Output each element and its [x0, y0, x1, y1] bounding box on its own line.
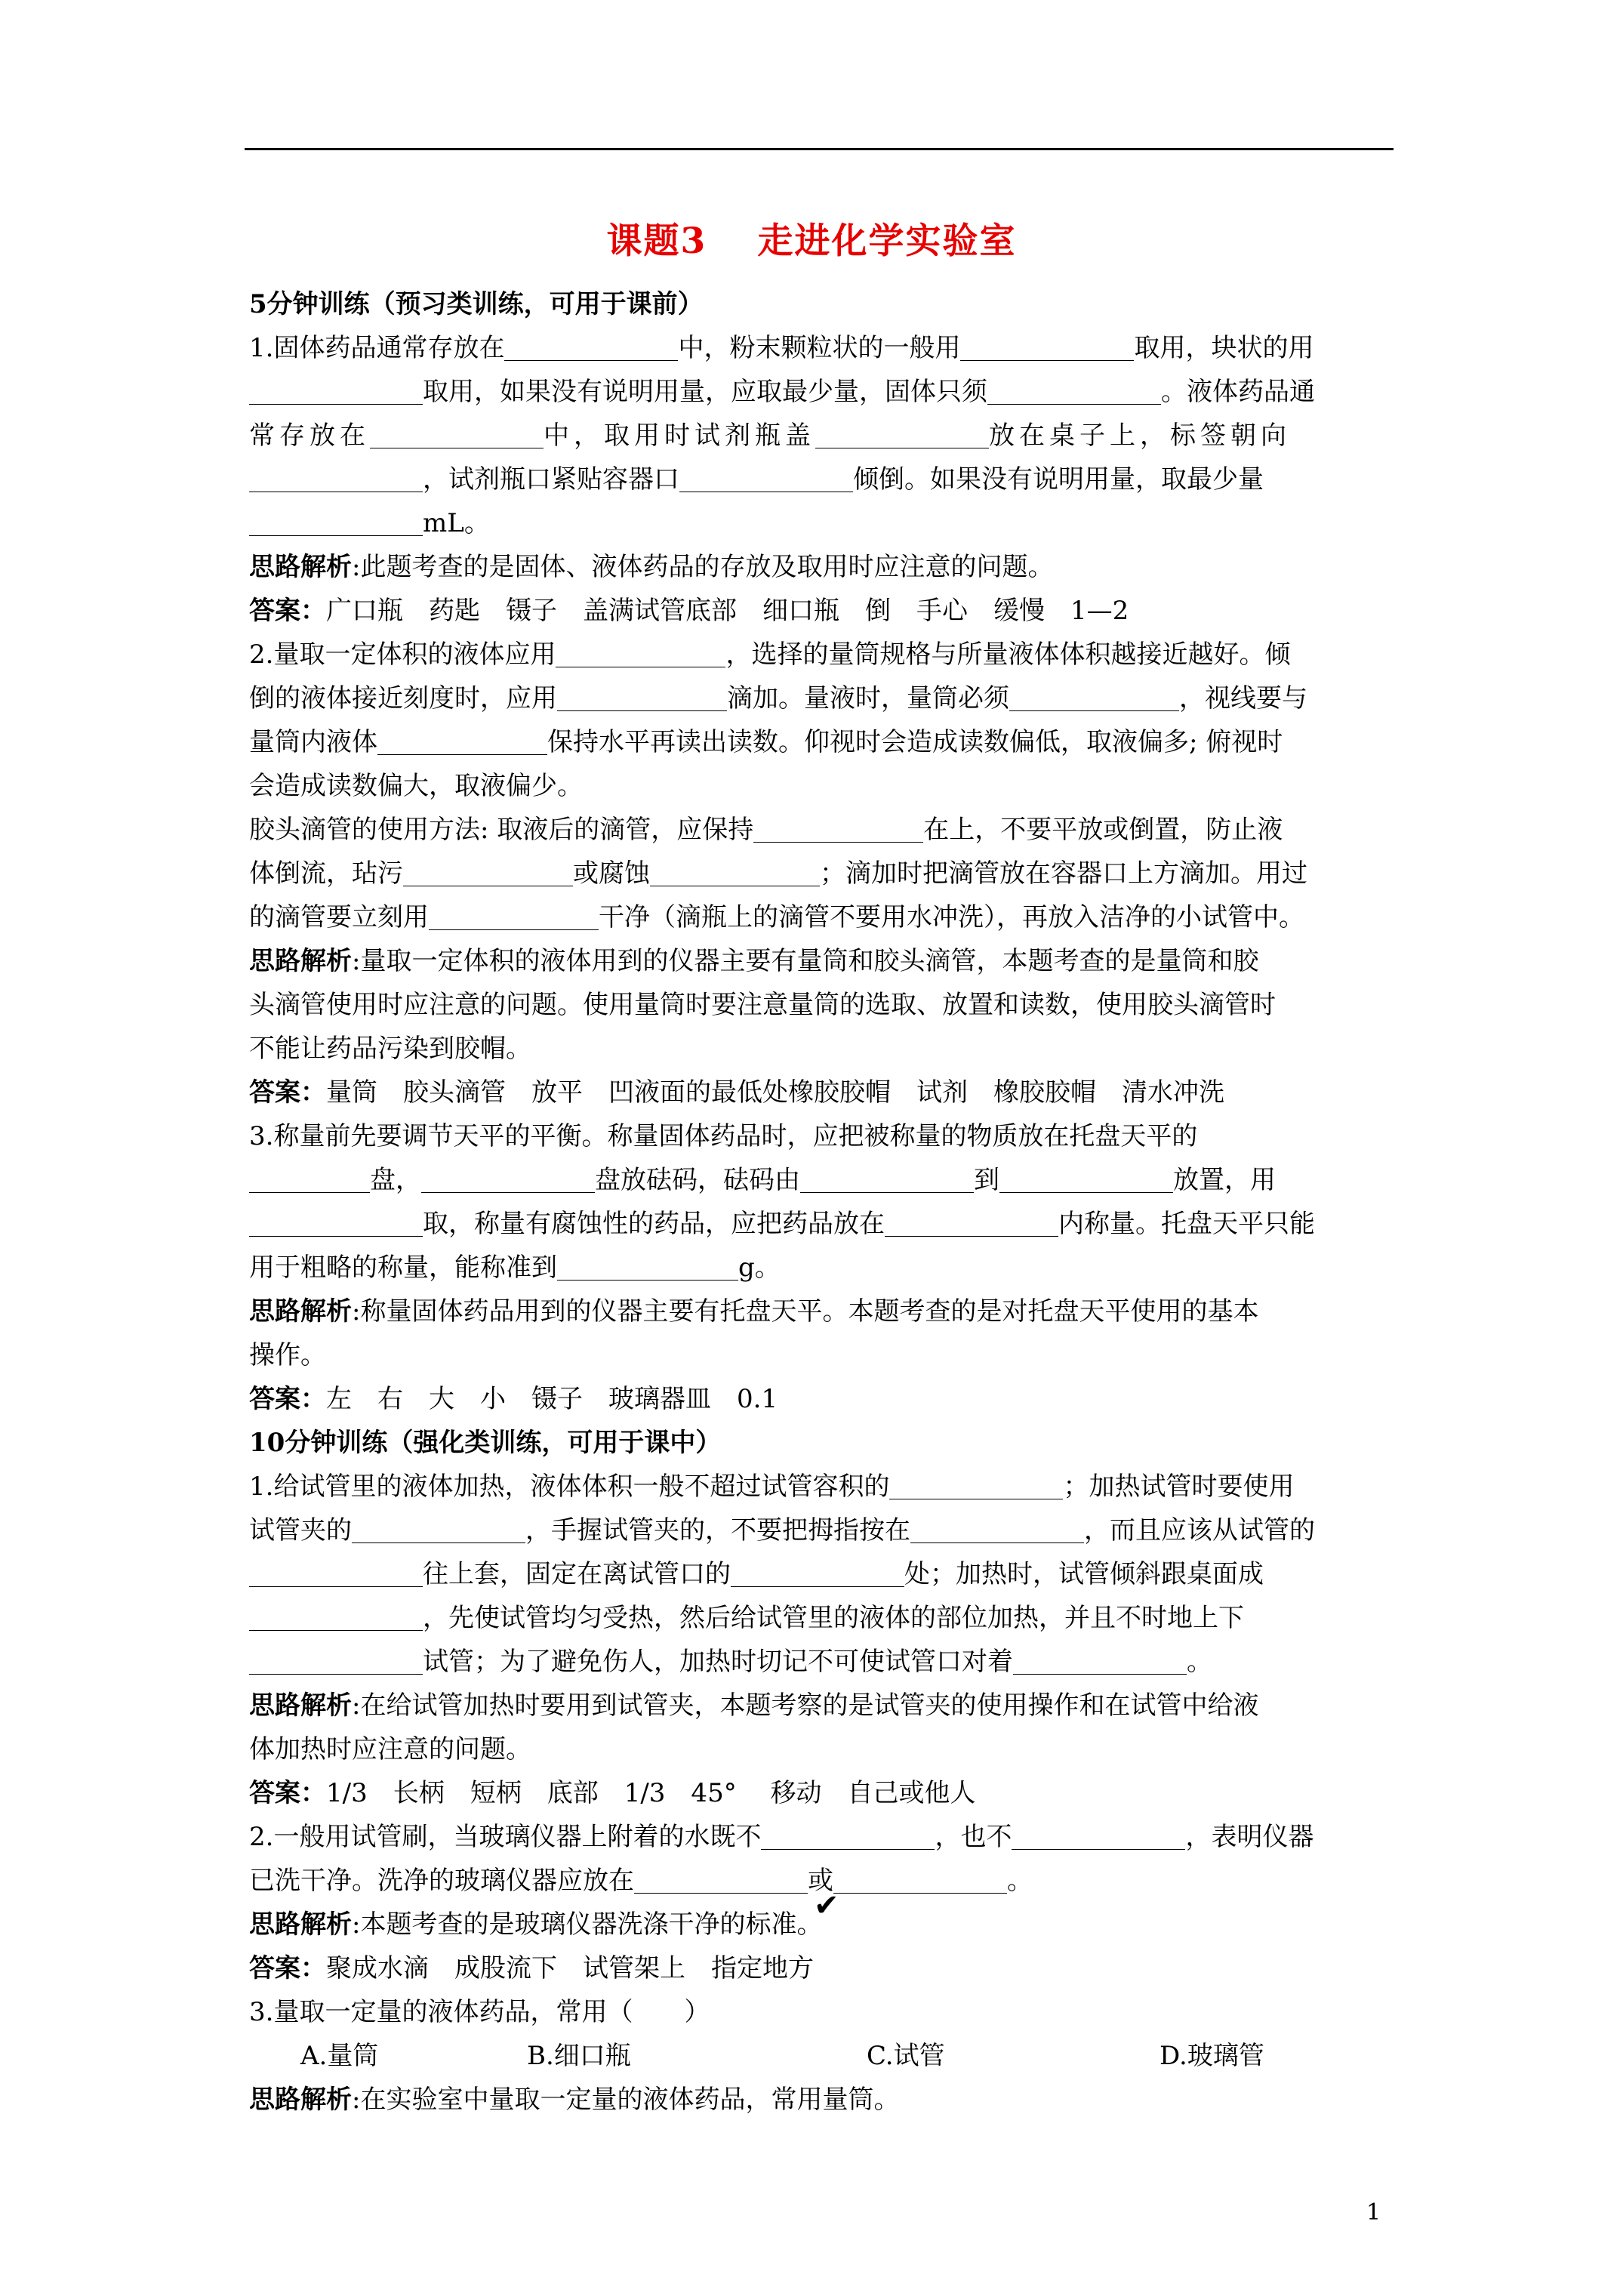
- question-line: [249, 1552, 1397, 1596]
- options-row: [249, 2034, 1397, 2078]
- analysis-line: 操作。: [249, 1340, 326, 1370]
- question-line: [249, 1640, 1397, 1684]
- analysis-line: 体加热时应注意的问题。: [249, 1734, 531, 1764]
- analysis-line: [249, 1290, 1397, 1333]
- option-d[interactable]: D.玻璃管: [1160, 2041, 1264, 2071]
- question-text: 保持水平再读出读数。仰视时会造成读数偏低，取液偏多; 俯视时: [547, 727, 1283, 757]
- answer-text: 广口瓶 药匙 镊子 盖满试管底部 细口瓶 倒 手心 缓慢 1—2: [326, 596, 1129, 626]
- answer-blank[interactable]: [679, 460, 853, 492]
- answer-blank[interactable]: [650, 854, 820, 886]
- analysis-text: :在实验室中量取一定量的液体药品，常用量筒。: [352, 2085, 900, 2115]
- question-text: 。: [1187, 1647, 1212, 1677]
- question-line: 3.量取一定量的液体药品，常用（ ）: [249, 1997, 710, 2027]
- question-text: ，也不: [935, 1822, 1012, 1852]
- answer-blank[interactable]: [1012, 1817, 1185, 1850]
- question-text: 倒的液体接近刻度时，应用: [249, 683, 557, 713]
- answer-blank[interactable]: [249, 1598, 423, 1631]
- answer-blank[interactable]: [249, 1204, 423, 1237]
- section-heading: 10分钟训练（强化类训练，可用于课中）: [249, 1428, 722, 1458]
- question-text: 或腐蚀: [573, 858, 650, 889]
- answer-blank[interactable]: [885, 1204, 1058, 1237]
- answer-blank[interactable]: [249, 1642, 423, 1675]
- analysis-line: [249, 2078, 1397, 2122]
- question-text: 干净（滴瓶上的滴管不要用水冲洗），再放入洁净的小试管中。: [599, 902, 1304, 932]
- question-text: 的滴管要立刻用: [249, 902, 429, 932]
- analysis-line: [249, 939, 1397, 983]
- answer-line: [249, 1771, 1397, 1815]
- answer-blank[interactable]: [833, 1861, 1007, 1894]
- analysis-text: :此题考查的是固体、液体药品的存放及取用时应注意的问题。: [352, 552, 1054, 582]
- question-line: [249, 458, 1397, 501]
- question-text: 2.一般用试管刷，当玻璃仪器上附着的水既不: [249, 1822, 762, 1852]
- page-title: 课题3 走进化学实验室: [606, 220, 1017, 262]
- question-text: 已洗干净。洗净的玻璃仪器应放在: [249, 1866, 634, 1896]
- question-line: [249, 1465, 1397, 1509]
- question-text: 滴加。量液时，量筒必须: [727, 683, 1009, 713]
- answer-blank[interactable]: [753, 810, 923, 843]
- analysis-label: 思路解析: [249, 1296, 352, 1327]
- page-number: 1: [1366, 2199, 1381, 2226]
- answer-blank[interactable]: [800, 1160, 974, 1193]
- header-rule: [245, 148, 1394, 150]
- analysis-label: 思路解析: [249, 2085, 352, 2115]
- question-text: 内称量。托盘天平只能: [1058, 1209, 1315, 1239]
- question-text: 或: [808, 1866, 833, 1896]
- answer-blank[interactable]: [249, 372, 423, 405]
- question-text: 胶头滴管的使用方法: 取液后的滴管，应保持: [249, 815, 754, 845]
- answer-blank[interactable]: [249, 1160, 370, 1193]
- question-line: 会造成读数偏大，取液偏少。: [249, 771, 583, 801]
- question-text: 体倒流，玷污: [249, 858, 403, 889]
- question-text: ，而且应该从试管的: [1084, 1515, 1315, 1546]
- question-text: 试管夹的: [249, 1515, 352, 1546]
- question-line: 3.称量前先要调节天平的平衡。称量固体药品时，应把被称量的物质放在托盘天平的: [249, 1121, 1198, 1151]
- answer-line: [249, 1946, 1397, 1990]
- answer-blank[interactable]: [960, 328, 1134, 361]
- question-text: 到: [974, 1165, 999, 1195]
- question-text: ，表明仪器: [1185, 1822, 1314, 1852]
- answer-blank[interactable]: [556, 635, 725, 667]
- answer-line: [249, 1071, 1397, 1114]
- question-line: [249, 852, 1397, 895]
- analysis-line: 头滴管使用时应注意的问题。使用量筒时要注意量筒的选取、放置和读数，使用胶头滴管时: [249, 990, 1276, 1020]
- answer-blank[interactable]: [910, 1511, 1084, 1543]
- answer-blank[interactable]: [421, 1160, 595, 1193]
- analysis-line: 不能让药品污染到胶帽。: [249, 1034, 531, 1064]
- answer-blank[interactable]: [403, 854, 573, 886]
- question-line: [249, 1596, 1397, 1640]
- answer-blank[interactable]: [815, 416, 989, 448]
- question-text: 量筒内液体: [249, 727, 377, 757]
- answer-line: [249, 1377, 1397, 1421]
- question-line: [249, 720, 1397, 764]
- analysis-label: 思路解析: [249, 1690, 352, 1721]
- question-text: 。: [1007, 1866, 1033, 1896]
- question-line: [249, 1158, 1397, 1202]
- question-text: 处；加热时，试管倾斜跟桌面成: [904, 1559, 1264, 1589]
- question-line: [249, 414, 1397, 458]
- question-text: 放置，用: [1173, 1165, 1276, 1195]
- answer-blank[interactable]: [731, 1555, 904, 1587]
- question-line: [249, 1246, 1397, 1290]
- question-line: [249, 1509, 1397, 1552]
- analysis-line: [249, 1684, 1397, 1727]
- answer-label: 答案：: [249, 1384, 326, 1414]
- question-text: 盘放砝码，砝码由: [595, 1165, 800, 1195]
- answer-blank[interactable]: [987, 372, 1161, 405]
- question-text: 取用，块状的用: [1134, 333, 1314, 363]
- answer-label: 答案：: [249, 596, 326, 626]
- answer-blank[interactable]: [557, 1248, 738, 1281]
- answer-blank[interactable]: [889, 1467, 1063, 1499]
- question-text: g。: [738, 1253, 781, 1283]
- answer-label: 答案：: [249, 1953, 326, 1983]
- answer-blank[interactable]: [557, 679, 727, 711]
- analysis-text: :称量固体药品用到的仪器主要有托盘天平。本题考查的是对托盘天平使用的基本: [352, 1296, 1259, 1327]
- question-text: 放在桌子上，标签朝向: [989, 421, 1291, 451]
- answer-blank[interactable]: [249, 1555, 423, 1587]
- question-text: ；加热试管时要使用: [1063, 1472, 1295, 1502]
- question-text: 往上套，固定在离试管口的: [423, 1559, 731, 1589]
- question-text: 用于粗略的称量，能称准到: [249, 1253, 557, 1283]
- question-text: ，手握试管夹的，不要把拇指按在: [525, 1515, 910, 1546]
- question-text: 盘，: [370, 1165, 421, 1195]
- question-text: 在上，不要平放或倒置，防止液: [923, 815, 1283, 845]
- answer-text: 量筒 胶头滴管 放平 凹液面的最低处橡胶胶帽 试剂 橡胶胶帽 清水冲洗: [326, 1077, 1224, 1108]
- answer-text: 左 右 大 小 镊子 玻璃器皿 0.1: [326, 1384, 778, 1414]
- answer-blank[interactable]: [1013, 1642, 1187, 1675]
- question-line: [249, 1815, 1397, 1859]
- answer-label: 答案：: [249, 1077, 326, 1108]
- section-heading: 5分钟训练（预习类训练，可用于课前）: [249, 289, 704, 319]
- analysis-label: 思路解析: [249, 1909, 352, 1940]
- answer-blank[interactable]: [504, 328, 678, 361]
- answer-blank[interactable]: [999, 1160, 1173, 1193]
- question-text: 中，粉末颗粒状的一般用: [678, 333, 961, 363]
- question-text: 取用，如果没有说明用量，应取最少量，固体只须: [423, 377, 987, 407]
- analysis-line: [249, 545, 1397, 589]
- answer-label: 答案：: [249, 1778, 326, 1808]
- question-text: mL。: [423, 508, 490, 538]
- answer-blank[interactable]: [249, 460, 423, 492]
- question-line: [249, 676, 1397, 720]
- answer-line: [249, 589, 1397, 633]
- answer-blank[interactable]: [370, 416, 544, 448]
- question-text: 取，称量有腐蚀性的药品，应把药品放在: [423, 1209, 885, 1239]
- question-text: 中，取用时试剂瓶盖: [544, 421, 815, 451]
- question-line: [249, 633, 1397, 676]
- question-line: [249, 808, 1397, 852]
- analysis-text: :量取一定体积的液体用到的仪器主要有量筒和胶头滴管，本题考查的是量筒和胶: [352, 946, 1259, 976]
- question-text: 。液体药品通: [1161, 377, 1315, 407]
- question-line: [249, 370, 1397, 414]
- question-line: [249, 895, 1397, 939]
- question-line: [249, 326, 1397, 370]
- question-text: ，选择的量筒规格与所量液体体积越接近越好。倾: [725, 639, 1291, 670]
- question-text: ，试剂瓶口紧贴容器口: [423, 464, 679, 495]
- option-c[interactable]: C.试管: [867, 2041, 945, 2071]
- answer-blank[interactable]: [429, 898, 599, 930]
- analysis-label: 思路解析: [249, 552, 352, 582]
- answer-blank[interactable]: [377, 723, 547, 755]
- analysis-label: 思路解析: [249, 946, 352, 976]
- answer-blank[interactable]: [249, 504, 423, 536]
- question-text: ；滴加时把滴管放在容器口上方滴加。用过: [820, 858, 1307, 889]
- answer-blank[interactable]: [352, 1511, 525, 1543]
- question-text: 1.给试管里的液体加热，液体体积一般不超过试管容积的: [249, 1472, 890, 1502]
- answer-blank[interactable]: [1009, 679, 1179, 711]
- answer-text: 聚成水滴 成股流下 试管架上 指定地方: [326, 1953, 814, 1983]
- answer-text: 1/3 长柄 短柄 底部 1/3 45° 移动 自己或他人: [326, 1778, 976, 1808]
- question-text: ，先使试管均匀受热，然后给试管里的液体的部位加热，并且不时地上下: [423, 1603, 1244, 1633]
- question-line: [249, 1202, 1397, 1246]
- question-text: 试管；为了避免伤人，加热时切记不可使试管口对着: [423, 1647, 1013, 1677]
- option-a[interactable]: A.量筒: [300, 2041, 379, 2071]
- question-text: ，视线要与: [1179, 683, 1307, 713]
- question-line: [249, 501, 1397, 545]
- analysis-text: :本题考查的是玻璃仪器洗涤干净的标准。: [352, 1909, 823, 1940]
- analysis-text: :在给试管加热时要用到试管夹，本题考察的是试管夹的使用操作和在试管中给液: [352, 1690, 1259, 1721]
- answer-blank[interactable]: [634, 1861, 808, 1894]
- question-text: 常存放在: [249, 421, 370, 451]
- option-b[interactable]: B.细口瓶: [527, 2041, 631, 2071]
- question-text: 倾倒。如果没有说明用量，取最少量: [853, 464, 1264, 495]
- checkmark-icon: ✔: [814, 1888, 839, 1923]
- question-text: 1.固体药品通常存放在: [249, 333, 505, 363]
- question-text: 2.量取一定体积的液体应用: [249, 639, 556, 670]
- worksheet-body: [249, 282, 1397, 2122]
- answer-blank[interactable]: [761, 1817, 935, 1850]
